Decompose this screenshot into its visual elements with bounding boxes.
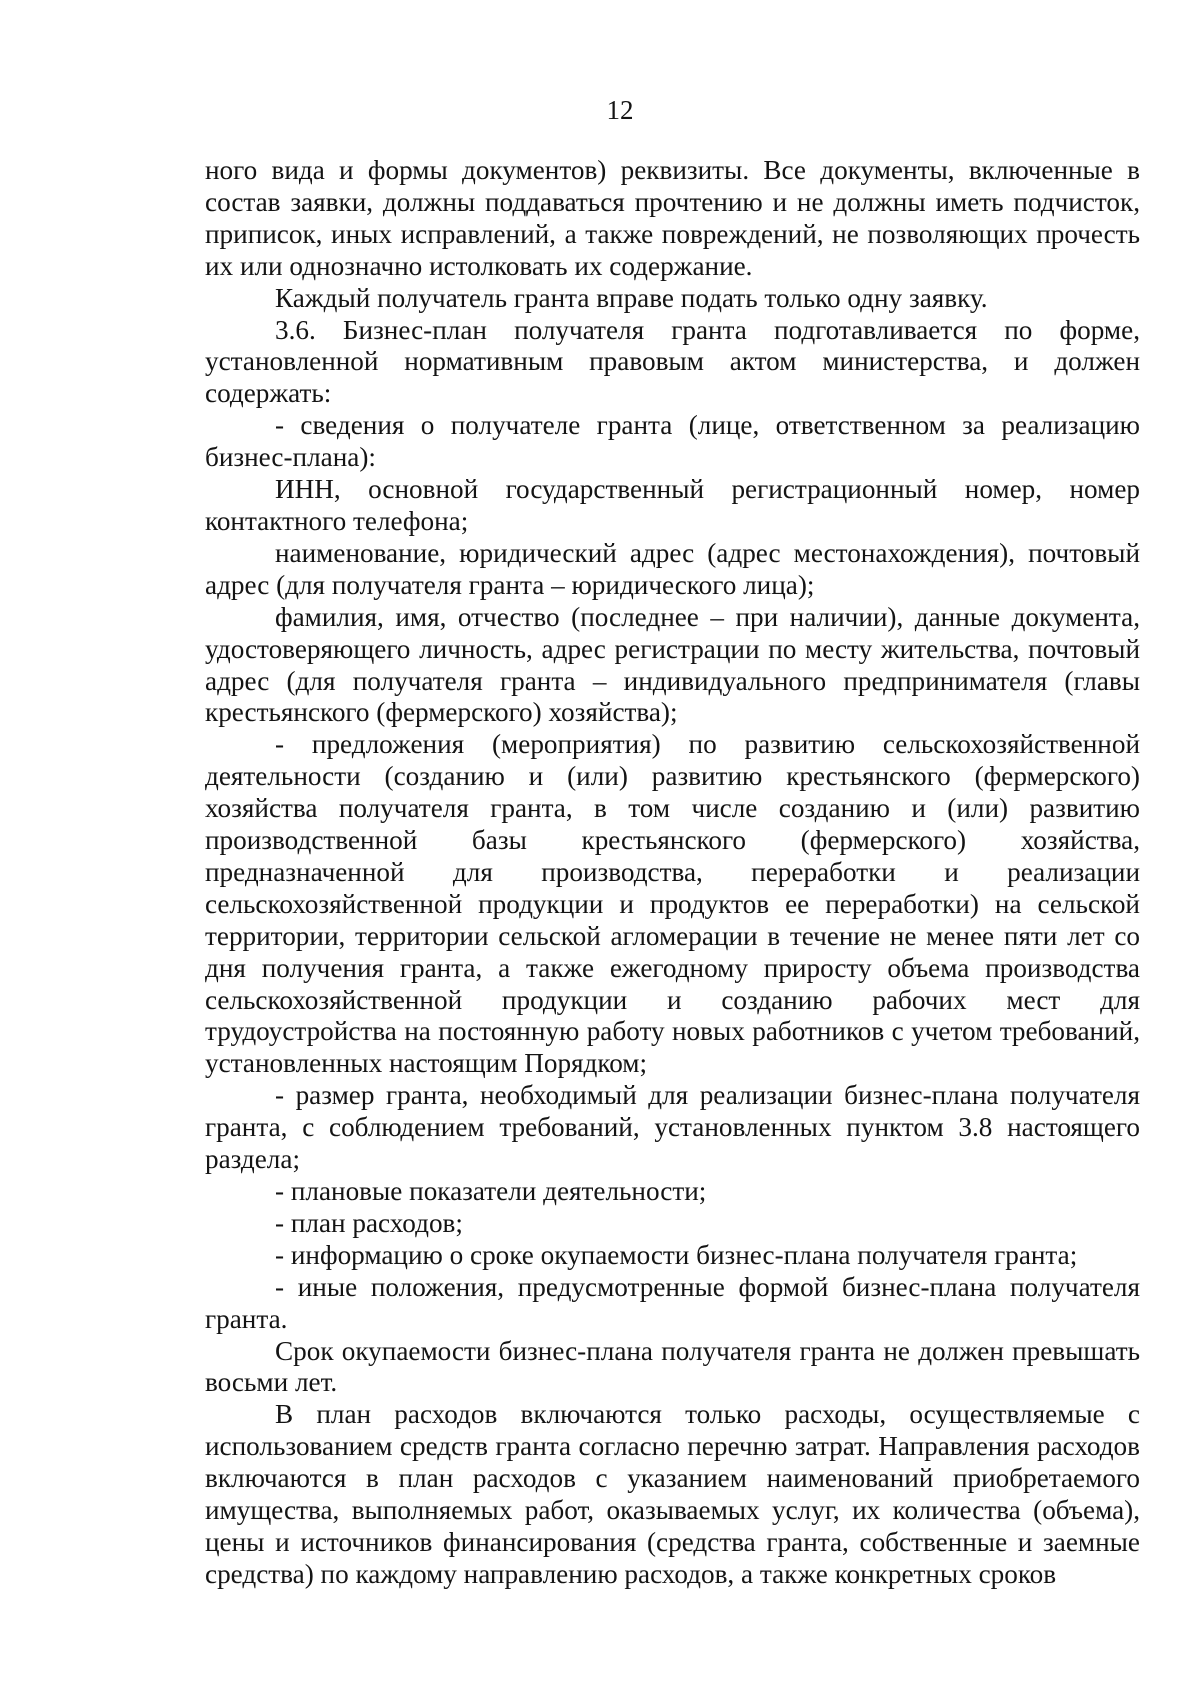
paragraph-inn: ИНН, основной государственный регистрационный номер, номер контактного телефона; [205,474,1140,536]
list-item-other-provisions: - иные положения, предусмотренные формой бизнес-плана получателя гранта. [205,1271,1140,1334]
paragraph-3-6-business-plan: 3.6. Бизнес-план получателя гранта подготавливается по форме, установленной нормативным правовым актом министерства, и должен содержать: [205,314,1140,409]
paragraph-legal-address: наименование, юридический адрес (адрес местонахождения), почтовый адрес (для получателя гранта – юридического лица); [205,537,1140,600]
paragraph-personal-data: фамилия, имя, отчество (последнее – при наличии), данные документа, удостоверяющего личность, адрес регистрации по месту жительства, почтовый адрес (для получателя гранта – индивидуального предпринимателя (главы крестьянского (фермерского) хозяйства); [205,601,1140,728]
list-item-recipient-info: - сведения о получателе гранта (лице, ответственном за реализацию бизнес-плана): [205,410,1140,473]
list-item-proposals: - предложения (мероприятия) по развитию сельскохозяйственной деятельности (созданию и (или) развитию крестьянского (фермерского) хозяйства получателя гранта, в том числе созданию и (или) развитию производственной базы крестьянского (фермерского) хозяйства, предназначенной для производства, переработки и реализации сельскохозяйственной продукции и продуктов ее переработки) на сельской территории, территории сельской агломерации в течение не менее пяти лет со дня получения гранта, а также ежегодному приросту объема производства сельскохозяйственной продукции и созданию рабочих мест для трудоустройства на постоянную работу новых работников с учетом требований, установленных настоящим Порядком; [205,729,1140,1079]
list-item-grant-size: - размер гранта, необходимый для реализации бизнес-плана получателя гранта, с соблюдением требований, установленных пунктом 3.8 настоящего раздела; [205,1080,1140,1175]
list-item-planned-indicators: - плановые показатели деятельности; [275,1176,707,1206]
list-item-payback-info: - информацию о сроке окупаемости бизнес-плана получателя гранта; [275,1239,1078,1270]
document-body [205,155,1140,1591]
paragraph-payback-period: Срок окупаемости бизнес-плана получателя гранта не должен превышать восьми лет. [205,1335,1140,1398]
paragraph-continuation: ного вида и формы документов) реквизиты. Все документы, включенные в состав заявки, должны поддаваться прочтению и не должны иметь подчисток, приписок, иных исправлений, а также повреждений, не позволяющих прочесть их или однозначно истолковать их содержание. [205,155,1140,281]
paragraph-expense-plan-details: В план расходов включаются только расходы, осуществляемые с использованием средств гранта согласно перечню затрат. Направления расходов включаются в план расходов с указанием наименований приобретаемого имущества, выполняемых работ, оказываемых услуг, их количества (объема), цены и источников финансирования (средства гранта, собственные и заемные средства) по каждому направлению расходов, а также конкретных сроков [205,1399,1140,1589]
page-number: 12 [606,95,634,125]
paragraph-single-application: Каждый получатель гранта вправе подать только одну заявку. [275,282,988,313]
list-item-expense-plan: - план расходов; [275,1207,463,1238]
